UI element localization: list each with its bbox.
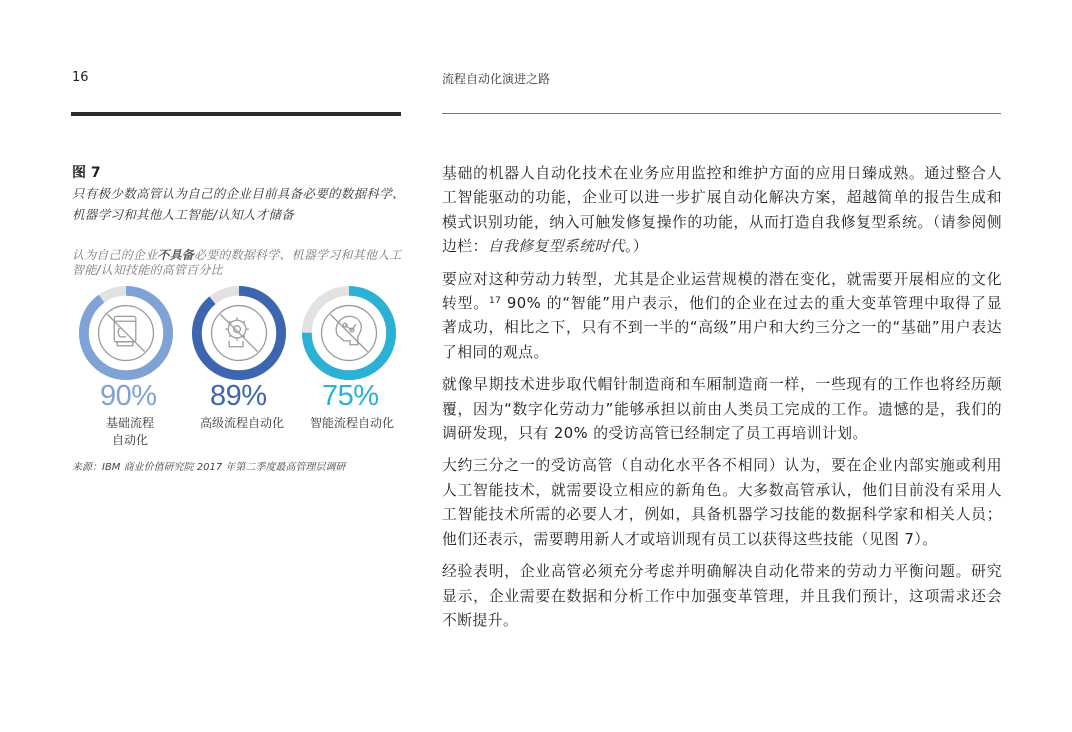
gear-brain-icon	[212, 306, 267, 361]
paragraph-2-text-cont: 90% 的“智能”用户表示，他们的企业在过去的重大变革管理中取得了显著成功，相比之下，只有不到一半的“高级”用户和大约三分之一的“基础”用户表达了相同的观点。	[442, 295, 1002, 361]
paragraph-1	[442, 162, 1002, 260]
sidebar-reference: 自我修复型系统时代	[487, 238, 625, 256]
body-text	[442, 162, 1002, 641]
category-label-line: 自动化	[111, 433, 148, 447]
paragraph-3: 就像早期技术进步取代帽针制造商和车厢制造商一样，一些现有的工作也将经历颠覆，因为“数字化劳动力”能够承担以前由人类员工完成的工作。遗憾的是，我们的调研发现，只有 20% 的受访高管已经制定了员工再培训计划。	[442, 376, 1002, 443]
paragraph-1-end: 。）	[624, 238, 649, 256]
category-label-line: 基础流程	[105, 416, 154, 430]
category-label-intelligent: 智能流程自动化	[309, 416, 394, 430]
figure-subtitle	[72, 248, 407, 278]
footnote-marker: 17	[489, 296, 502, 307]
paragraph-1-text: 基础的机器人自动化技术在业务应用监控和维护方面的应用日臻成熟。通过整合人工智能驱动的功能，企业可以进一步扩展自动化解决方案，超越简单的报告生成和模式识别功能，纳入可触发修复操作的功能，从而打造自我修复型系统。（请参阅侧边栏：	[442, 165, 1002, 256]
subtitle-emphasis: 不具备	[157, 248, 195, 262]
paragraph-2-text: 要应对这种劳动力转型，尤其是企业运营规模的潜在变化，就需要开展相应的文化转型。	[442, 270, 1002, 313]
paragraph-5: 经验表明，企业高管必须充分考虑并明确解决自动化带来的劳动力平衡问题。研究显示，企业需要在数据和分析工作中加强变革管理，并且我们预计，这项需求还会不断提升。	[442, 563, 1002, 629]
donut-intelligent	[300, 284, 398, 382]
section-rule-right	[442, 113, 1001, 114]
robot-arm-icon	[99, 306, 154, 361]
figure-title: 只有极少数高管认为自己的企业目前具备必要的数据科学、机器学习和其他人工智能/认知人才储备	[72, 186, 405, 222]
donut-basic	[77, 284, 175, 382]
subtitle-end: 必要的数据科学、机器学习和其他人工智能/认知技能的高管百分比	[72, 248, 402, 277]
percent-basic: 90%	[100, 380, 157, 412]
ai-brain-icon	[322, 306, 377, 361]
paragraph-2	[442, 268, 1002, 366]
figure-source: 来源：IBM 商业价值研究院 2017 年第二季度最高管理层调研	[72, 462, 346, 473]
category-label-basic	[80, 415, 180, 449]
figure-label: 图 7	[72, 165, 101, 181]
section-rule-left	[71, 112, 401, 116]
category-label-advanced: 高级流程自动化	[199, 416, 284, 430]
page-number: 16	[72, 70, 89, 85]
donut-advanced	[190, 284, 288, 382]
document-title: 流程自动化演进之路	[442, 72, 551, 86]
paragraph-4: 大约三分之一的受访高管（自动化水平各不相同）认为，要在企业内部实施或利用人工智能技术，就需要设立相应的新角色。大多数高管承认，他们目前没有采用人工智能技术所需的必要人才，例如，具备机器学习技能的数据科学家和相关人员；他们还表示，需要聘用新人才或培训现有员工以获得这些技能（见图 7）。	[442, 457, 1002, 548]
percent-advanced: 89%	[210, 380, 267, 412]
subtitle-start: 认为自己的企业	[72, 248, 158, 262]
percent-intelligent: 75%	[322, 380, 379, 412]
